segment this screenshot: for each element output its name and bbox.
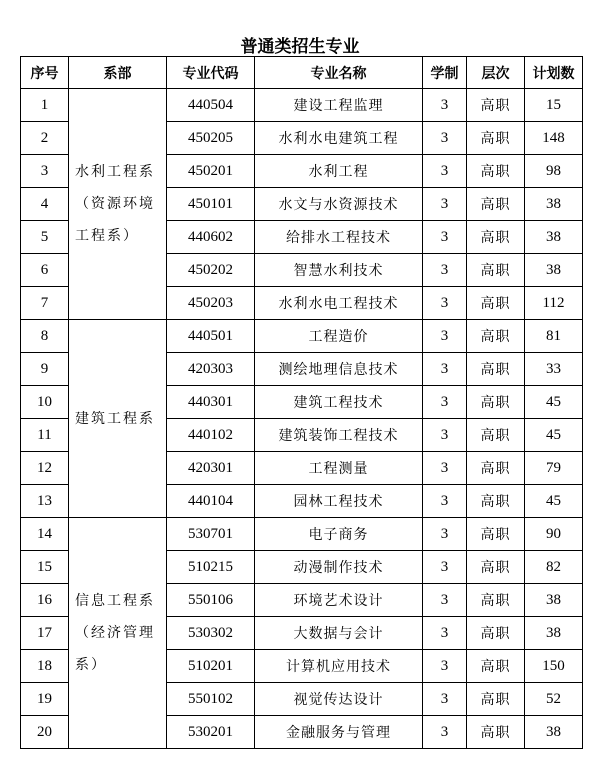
study-years: 3 [423, 551, 467, 584]
major-name: 建筑工程技术 [255, 386, 423, 419]
education-level: 高职 [467, 452, 525, 485]
major-name: 测绘地理信息技术 [255, 353, 423, 386]
education-level: 高职 [467, 221, 525, 254]
study-years: 3 [423, 485, 467, 518]
study-years: 3 [423, 419, 467, 452]
major-name: 动漫制作技术 [255, 551, 423, 584]
study-years: 3 [423, 122, 467, 155]
department-name-line: 系） [75, 657, 107, 673]
major-name: 工程造价 [255, 320, 423, 353]
study-years: 3 [423, 617, 467, 650]
plan-count: 38 [525, 188, 583, 221]
major-code: 440602 [167, 221, 255, 254]
row-number: 10 [21, 386, 69, 419]
row-number: 19 [21, 683, 69, 716]
major-name: 给排水工程技术 [255, 221, 423, 254]
major-name: 水利水电工程技术 [255, 287, 423, 320]
major-code: 550106 [167, 584, 255, 617]
row-number: 7 [21, 287, 69, 320]
education-level: 高职 [467, 716, 525, 749]
major-name: 大数据与会计 [255, 617, 423, 650]
major-code: 510215 [167, 551, 255, 584]
major-code: 530302 [167, 617, 255, 650]
major-code: 450205 [167, 122, 255, 155]
major-code: 450202 [167, 254, 255, 287]
education-level: 高职 [467, 551, 525, 584]
header-code: 专业代码 [167, 57, 255, 89]
plan-count: 52 [525, 683, 583, 716]
major-code: 510201 [167, 650, 255, 683]
study-years: 3 [423, 683, 467, 716]
table-row [21, 320, 583, 353]
study-years: 3 [423, 254, 467, 287]
education-level: 高职 [467, 320, 525, 353]
department-cell [69, 518, 167, 749]
major-code: 420301 [167, 452, 255, 485]
study-years: 3 [423, 188, 467, 221]
row-number: 4 [21, 188, 69, 221]
major-code: 550102 [167, 683, 255, 716]
education-level: 高职 [467, 254, 525, 287]
major-code: 530201 [167, 716, 255, 749]
plan-count: 45 [525, 386, 583, 419]
row-number: 3 [21, 155, 69, 188]
major-name: 环境艺术设计 [255, 584, 423, 617]
row-number: 17 [21, 617, 69, 650]
department-name-line: （经济管理 [75, 625, 155, 641]
plan-count: 38 [525, 584, 583, 617]
education-level: 高职 [467, 518, 525, 551]
major-name: 建筑装饰工程技术 [255, 419, 423, 452]
plan-count: 38 [525, 254, 583, 287]
plan-count: 15 [525, 89, 583, 122]
row-number: 14 [21, 518, 69, 551]
major-code: 440104 [167, 485, 255, 518]
major-code: 420303 [167, 353, 255, 386]
plan-count: 38 [525, 221, 583, 254]
row-number: 2 [21, 122, 69, 155]
row-number: 9 [21, 353, 69, 386]
plan-count: 81 [525, 320, 583, 353]
major-name: 金融服务与管理 [255, 716, 423, 749]
study-years: 3 [423, 320, 467, 353]
education-level: 高职 [467, 650, 525, 683]
plan-count: 150 [525, 650, 583, 683]
study-years: 3 [423, 584, 467, 617]
education-level: 高职 [467, 353, 525, 386]
row-number: 8 [21, 320, 69, 353]
header-plan: 计划数 [525, 57, 583, 89]
department-name-line: 建筑工程系 [75, 410, 155, 427]
study-years: 3 [423, 716, 467, 749]
major-name: 建设工程监理 [255, 89, 423, 122]
major-name: 电子商务 [255, 518, 423, 551]
education-level: 高职 [467, 584, 525, 617]
row-number: 13 [21, 485, 69, 518]
study-years: 3 [423, 287, 467, 320]
plan-count: 79 [525, 452, 583, 485]
major-code: 440501 [167, 320, 255, 353]
plan-count: 45 [525, 485, 583, 518]
education-level: 高职 [467, 188, 525, 221]
header-years: 学制 [423, 57, 467, 89]
study-years: 3 [423, 650, 467, 683]
plan-count: 38 [525, 617, 583, 650]
major-name: 园林工程技术 [255, 485, 423, 518]
row-number: 1 [21, 89, 69, 122]
study-years: 3 [423, 221, 467, 254]
major-name: 水利工程 [255, 155, 423, 188]
major-name: 视觉传达设计 [255, 683, 423, 716]
major-code: 440301 [167, 386, 255, 419]
education-level: 高职 [467, 89, 525, 122]
row-number: 15 [21, 551, 69, 584]
education-level: 高职 [467, 617, 525, 650]
department-cell [69, 320, 167, 518]
table-row [21, 89, 583, 122]
major-name: 计算机应用技术 [255, 650, 423, 683]
department-name-line: 信息工程系 [75, 593, 155, 609]
education-level: 高职 [467, 683, 525, 716]
plan-count: 112 [525, 287, 583, 320]
study-years: 3 [423, 452, 467, 485]
study-years: 3 [423, 89, 467, 122]
study-years: 3 [423, 155, 467, 188]
education-level: 高职 [467, 122, 525, 155]
major-name: 水利水电建筑工程 [255, 122, 423, 155]
major-code: 450101 [167, 188, 255, 221]
education-level: 高职 [467, 485, 525, 518]
header-level: 层次 [467, 57, 525, 89]
major-name: 水文与水资源技术 [255, 188, 423, 221]
plan-count: 38 [525, 716, 583, 749]
row-number: 20 [21, 716, 69, 749]
department-cell [69, 89, 167, 320]
major-code: 450201 [167, 155, 255, 188]
education-level: 高职 [467, 287, 525, 320]
header-no: 序号 [21, 57, 69, 89]
plan-count: 98 [525, 155, 583, 188]
department-name-line: （资源环境 [75, 196, 155, 212]
plan-count: 33 [525, 353, 583, 386]
education-level: 高职 [467, 155, 525, 188]
table-row [21, 518, 583, 551]
row-number: 18 [21, 650, 69, 683]
admission-table [20, 56, 583, 749]
header-name: 专业名称 [255, 57, 423, 89]
header-dept: 系部 [69, 57, 167, 89]
header-row [21, 57, 583, 89]
major-code: 450203 [167, 287, 255, 320]
department-name-line: 工程系） [75, 228, 139, 244]
major-name: 工程测量 [255, 452, 423, 485]
table-title: 普通类招生专业 [240, 37, 360, 57]
study-years: 3 [423, 353, 467, 386]
plan-count: 90 [525, 518, 583, 551]
study-years: 3 [423, 518, 467, 551]
row-number: 5 [21, 221, 69, 254]
major-code: 530701 [167, 518, 255, 551]
row-number: 16 [21, 584, 69, 617]
table-body [21, 89, 583, 749]
row-number: 12 [21, 452, 69, 485]
department-name-line: 水利工程系 [75, 164, 155, 180]
major-name: 智慧水利技术 [255, 254, 423, 287]
education-level: 高职 [467, 386, 525, 419]
study-years: 3 [423, 386, 467, 419]
education-level: 高职 [467, 419, 525, 452]
plan-count: 45 [525, 419, 583, 452]
plan-count: 82 [525, 551, 583, 584]
row-number: 11 [21, 419, 69, 452]
major-code: 440504 [167, 89, 255, 122]
plan-count: 148 [525, 122, 583, 155]
major-code: 440102 [167, 419, 255, 452]
row-number: 6 [21, 254, 69, 287]
